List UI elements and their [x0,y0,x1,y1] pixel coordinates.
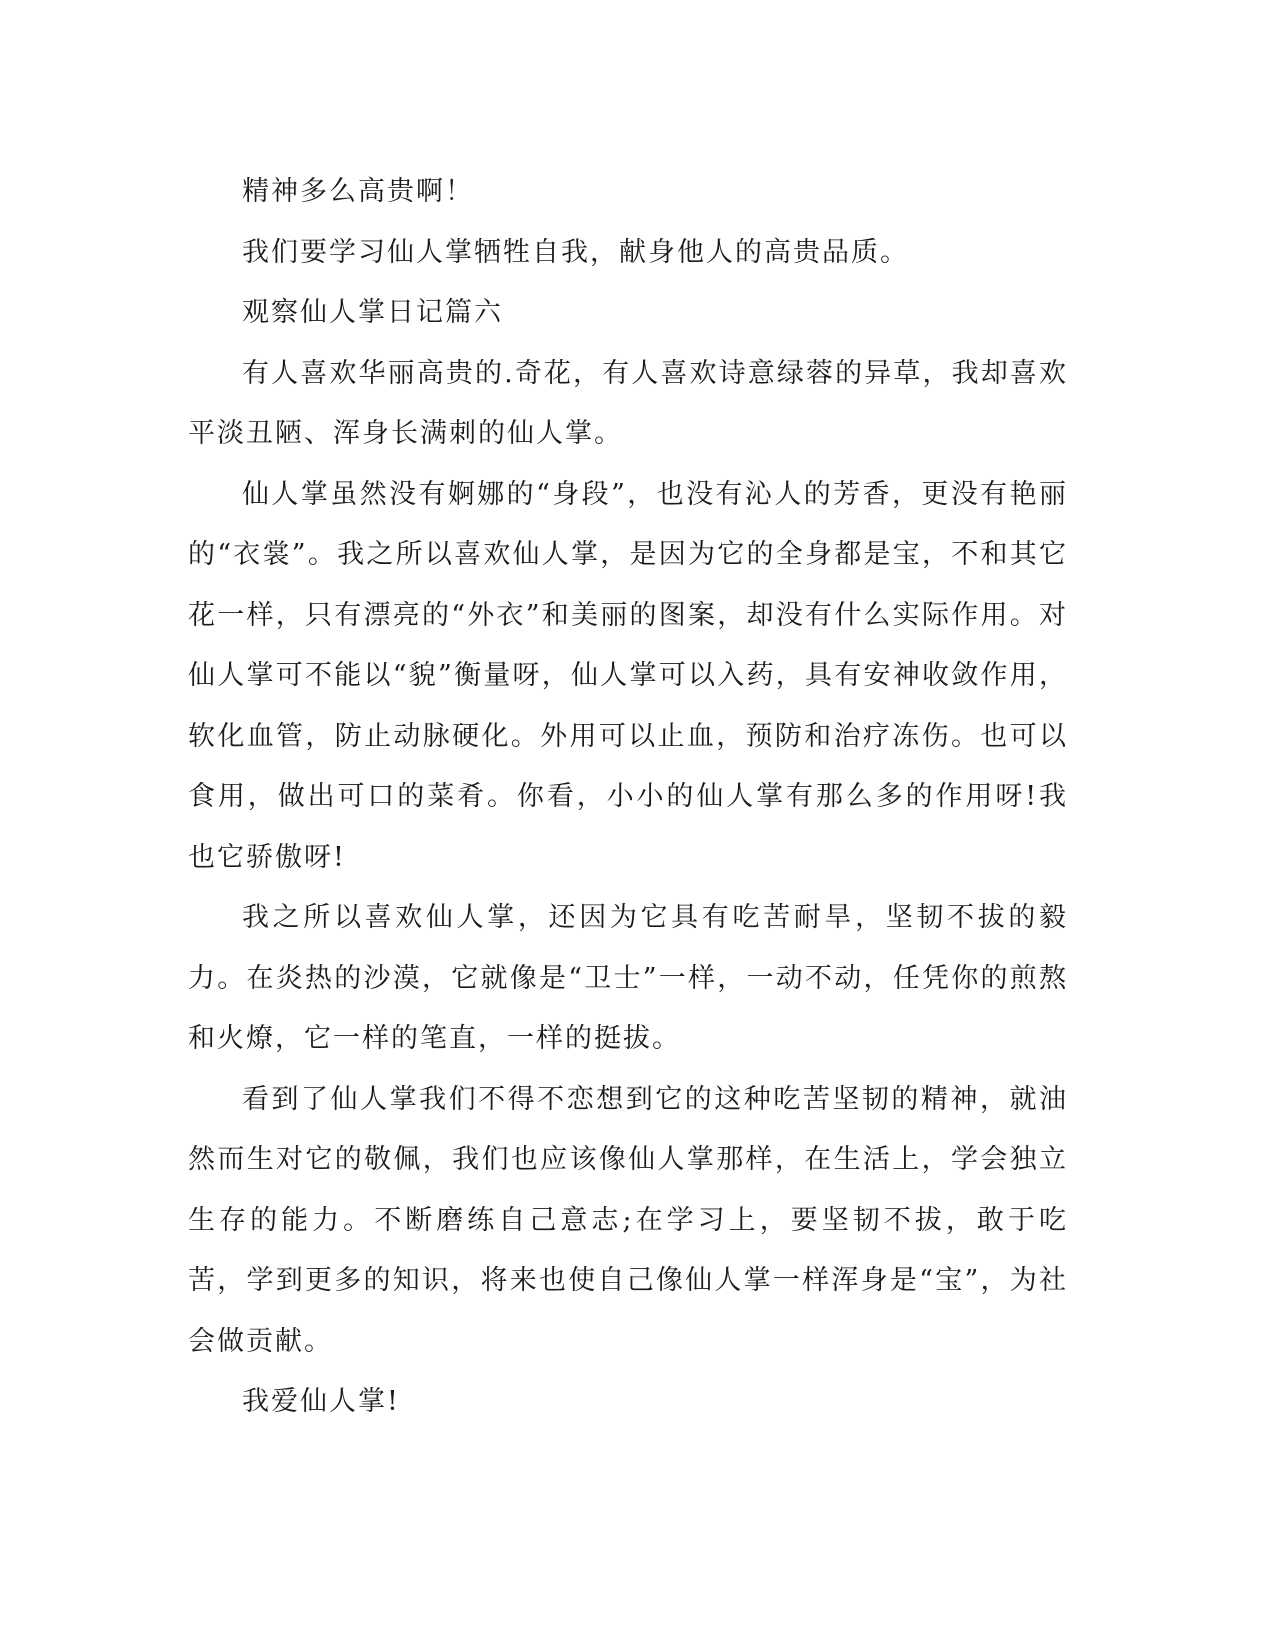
document-body [188,162,1068,1433]
section-heading: 观察仙人掌日记篇六 [242,297,503,328]
paragraph-4: 仙人掌虽然没有婀娜的“身段”，也没有沁人的芳香，更没有艳丽的“衣裳”。我之所以喜欢仙人掌，是因为它的全身都是宝，不和其它花一样，只有漂亮的“外衣”和美丽的图案，却没有什么实际作用。对仙人掌可不能以“貌”衡量呀，仙人掌可以入药，具有安神收敛作用，软化血管，防止动脉硬化。外用可以止血，预防和治疗冻伤。也可以食用，做出可口的菜肴。你看，小小的仙人掌有那么多的作用呀!我也它骄傲呀! [188,478,1068,873]
paragraph-3: 有人喜欢华丽高贵的.奇花，有人喜欢诗意绿蓉的异草，我却喜欢平淡丑陋、浑身长满刺的仙人掌。 [188,357,1068,449]
paragraph-7: 我爱仙人掌! [242,1386,400,1417]
paragraph-2: 我们要学习仙人掌牺牲自我，献身他人的高贵品质。 [242,236,909,268]
paragraph-6: 看到了仙人掌我们不得不恋想到它的这种吃苦坚韧的精神，就油然而生对它的敬佩，我们也应该像仙人掌那样，在生活上，学会独立生存的能力。不断磨练自己意志;在学习上，要坚韧不拔，敢于吃苦，学到更多的知识，将来也使自己像仙人掌一样浑身是“宝”，为社会做贡献。 [188,1083,1068,1357]
paragraph-1: 精神多么高贵啊！ [242,176,474,207]
paragraph-5: 我之所以喜欢仙人掌，还因为它具有吃苦耐旱，坚韧不拔的毅力。在炎热的沙漠，它就像是“卫士”一样，一动不动，任凭你的煎熬和火燎，它一样的笔直，一样的挺拔。 [188,902,1068,1054]
